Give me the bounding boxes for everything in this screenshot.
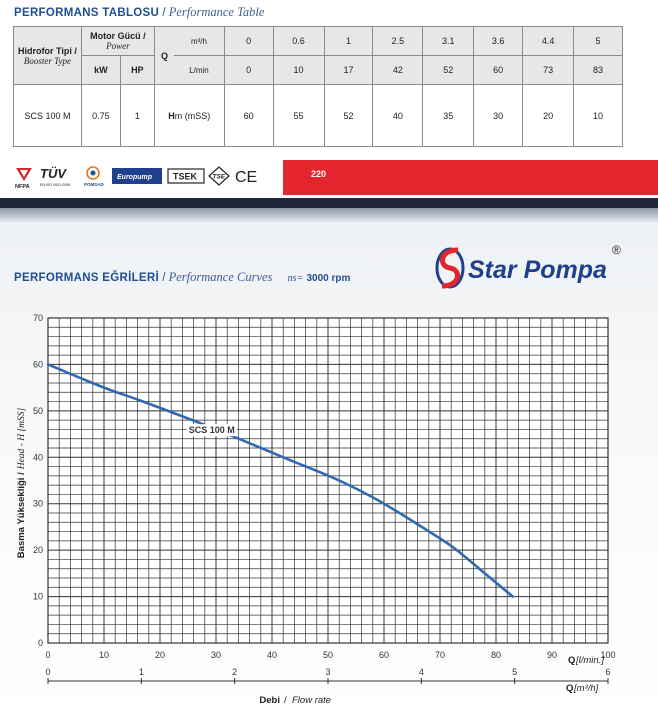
star-pompa-emblem: [437, 249, 463, 287]
motor-label: Motor Gücü /: [90, 31, 146, 41]
divider-band-dark: [0, 198, 658, 208]
curves-section-title: PERFORMANS EĞRİLERİ: [14, 272, 159, 284]
x-tick-label-m3h: 6: [605, 667, 611, 677]
y-tick-label: 70: [32, 313, 43, 323]
h-unit: m (mSS): [174, 110, 211, 121]
tsek-logo: [168, 169, 204, 183]
nfpa-text: NFPA: [15, 184, 30, 190]
x-tick-label-m3h: 0: [45, 667, 51, 677]
y-tick-label: 10: [32, 591, 43, 602]
performance-table: [13, 26, 623, 147]
q-lmin-cell: 17: [324, 56, 373, 85]
x-tick-label-lmin: 60: [378, 650, 390, 660]
y-axis-label-en: Head - H [mSS]: [17, 407, 27, 470]
table-section-title: PERFORMANS TABLOSU: [14, 7, 160, 19]
y-axis-label: [16, 408, 27, 559]
q-m3h-cell: 1: [324, 27, 373, 56]
registered-mark: ®: [612, 243, 621, 257]
q-lmin-cell: 52: [423, 56, 474, 85]
head-cell: 60: [224, 85, 273, 147]
x-unit-top: [l/min.]: [576, 655, 604, 666]
q-m3h-cell: 4.4: [523, 27, 574, 56]
x-tick-label-lmin: 10: [98, 650, 110, 660]
q-lmin-cell: 10: [273, 56, 324, 85]
head-cell: 20: [523, 85, 574, 147]
motor-header-cell: [81, 27, 154, 56]
y-tick-label: 40: [32, 452, 43, 463]
x-tick-label-m3h: 4: [418, 667, 424, 677]
curves-section-header: [14, 270, 350, 285]
series-label: SCS 100 M: [188, 425, 235, 436]
brand-logo: [432, 238, 642, 294]
x-unit-top-label: Q: [568, 655, 576, 666]
kw-cell: 0.75: [81, 85, 120, 147]
chart-grid: [48, 318, 608, 643]
tuv-sub-text: EN ISO 9001:2008: [40, 183, 71, 187]
q-lmin-cell: 60: [474, 56, 523, 85]
q-unit-m3h: m³/h: [174, 27, 224, 56]
motor-label-en: Power: [106, 41, 130, 51]
table-section-header: [14, 5, 264, 20]
q-unit-lmin: L/min: [174, 56, 224, 85]
pomsad-text: POMSAD: [84, 182, 104, 187]
rpm-value: 3000 rpm: [306, 273, 351, 284]
tuv-text: TÜV: [40, 166, 66, 181]
x-tick-label-lmin: 30: [210, 650, 222, 660]
tsek-text: TSEK: [173, 171, 198, 182]
curves-section-separator: /: [162, 272, 166, 284]
q-lmin-cell: 0: [224, 56, 273, 85]
x-tick-label-m3h: 5: [512, 667, 518, 677]
q-m3h-cell: 2.5: [373, 27, 423, 56]
y-axis-label-tr: Basma Yüksekliği /: [16, 472, 27, 559]
x-tick-label-m3h: 1: [138, 667, 144, 677]
q-m3h-cell: 0: [224, 27, 273, 56]
head-cell: 35: [423, 85, 474, 147]
table-row: [14, 85, 623, 147]
page-number: 220: [311, 169, 327, 179]
head-cell: 30: [474, 85, 523, 147]
page-number-bar: [283, 160, 658, 195]
x-axis-label-en: Flow rate: [292, 695, 332, 706]
tse-logo: [209, 167, 229, 185]
y-tick-label: 60: [32, 359, 43, 370]
pomsad-logo: [84, 167, 105, 187]
q-lmin-cell: 42: [373, 56, 423, 85]
x-tick-label-lmin: 40: [266, 650, 278, 660]
type-label: Hidrofor Tipi /: [18, 45, 77, 56]
ce-text: CE: [235, 169, 258, 186]
head-label-cell: [154, 85, 224, 147]
q-m3h-cell: 5: [574, 27, 623, 56]
europump-logo: [112, 168, 162, 184]
hp-label: HP: [120, 56, 154, 85]
x-unit-bottom-label: Q: [566, 683, 574, 694]
x-tick-label-lmin: 70: [434, 650, 446, 660]
certification-logos: [14, 164, 284, 190]
q-label: Q: [154, 27, 174, 85]
ns-label: ns=: [287, 273, 304, 284]
y-tick-label: 50: [32, 405, 43, 416]
table-section-subtitle: Performance Table: [168, 5, 265, 19]
q-lmin-cell: 83: [574, 56, 623, 85]
x-tick-label-lmin: 20: [154, 650, 166, 660]
type-label-en: Booster Type: [23, 55, 71, 66]
x-axis-label-separator: /: [284, 695, 287, 706]
x-tick-label-lmin: 0: [45, 650, 51, 660]
x-tick-label-m3h: 3: [325, 667, 331, 677]
q-m3h-cell: 0.6: [273, 27, 324, 56]
hp-cell: 1: [120, 85, 154, 147]
x-unit-bottom: [m³/h]: [574, 683, 599, 694]
y-tick-label: 30: [32, 498, 43, 509]
nfpa-logo: [15, 168, 32, 190]
x-tick-label-m3h: 2: [232, 667, 238, 677]
y-tick-label: 0: [37, 638, 43, 648]
head-cell: 40: [373, 85, 423, 147]
performance-chart: [0, 300, 658, 717]
kw-label: kW: [81, 56, 120, 85]
h-label: H: [168, 110, 175, 121]
x-tick-label-lmin: 90: [546, 650, 558, 660]
x-tick-label-lmin: 50: [322, 650, 334, 660]
head-cell: 52: [324, 85, 373, 147]
divider-band-light: [0, 208, 658, 222]
x-tick-label-lmin: 100: [600, 650, 616, 660]
x-tick-label-lmin: 80: [490, 650, 502, 660]
type-header-cell: [14, 27, 82, 85]
head-cell: 10: [574, 85, 623, 147]
q-m3h-cell: 3.1: [423, 27, 474, 56]
brand-name: Star Pompa: [468, 256, 607, 284]
tse-text: TSE: [212, 173, 226, 181]
europump-text: Europump: [117, 174, 152, 181]
curves-section-subtitle: Performance Curves: [168, 270, 273, 284]
q-m3h-cell: 3.6: [474, 27, 523, 56]
head-cell: 55: [273, 85, 324, 147]
q-lmin-cell: 73: [523, 56, 574, 85]
table-section-separator: /: [162, 7, 166, 19]
model-cell: SCS 100 M: [14, 85, 82, 147]
tuv-logo: [40, 166, 70, 187]
x-axis-label: Debi: [259, 695, 280, 706]
ce-logo: [235, 169, 257, 186]
y-tick-label: 20: [32, 545, 43, 556]
